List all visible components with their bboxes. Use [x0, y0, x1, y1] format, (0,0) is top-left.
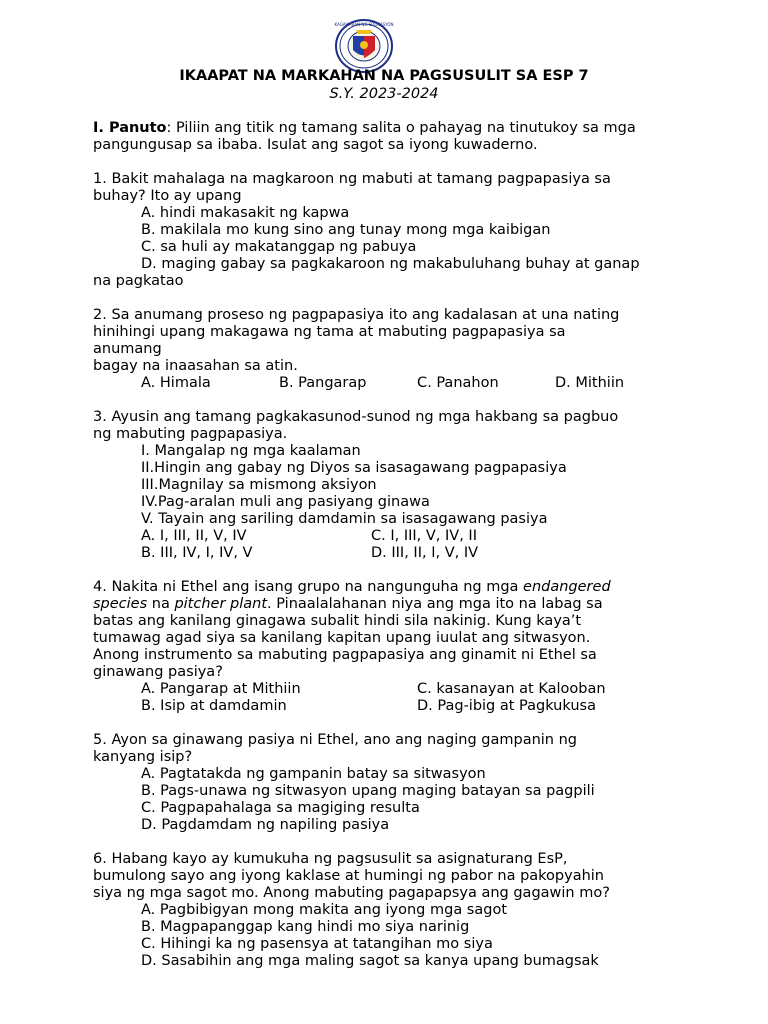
svg-text:KAGAWARAN NG EDUKASYON: KAGAWARAN NG EDUKASYON: [334, 22, 394, 27]
q2-choice-d: D. Mithiin: [555, 375, 625, 391]
q4-stem-post: . Pinaalalahanan niya ang mga ito na labag sa: [267, 596, 603, 612]
q5-choice-d: D. Pagdamdam ng napiling pasiya: [141, 817, 390, 833]
q4-stem-mid: na: [147, 596, 175, 612]
q4-stem-5: Anong instrumento sa mabuting pagpapasiya ang ginamit ni Ethel sa: [93, 647, 597, 663]
q2-choice-a: A. Himala: [141, 375, 211, 391]
q4-stem-2: [93, 596, 693, 613]
q2-choice-b: B. Pangarap: [279, 375, 367, 391]
q5-stem: 5. Ayon sa ginawang pasiya ni Ethel, ano ang naging gampanin ng: [93, 732, 577, 748]
q2-stem-4: bagay na inaasahan sa atin.: [93, 358, 298, 374]
q3-choice-d: D. III, II, I, V, IV: [371, 545, 479, 561]
q4-choice-d: D. Pag-ibig at Pagkukusa: [417, 698, 596, 714]
q6-choice-b: B. Magpapanggap kang hindi mo siya narinig: [141, 919, 470, 935]
q2-stem-3: anumang: [93, 341, 162, 357]
q3-stem: 3. Ayusin ang tamang pagkakasunod-sunod ng mga hakbang sa pagbuo: [93, 409, 619, 425]
q3-choices-row2: [93, 545, 693, 562]
q2-stem-2: hinihingi upang makagawa ng tama at mabuting pagpapasiya sa: [93, 324, 566, 340]
q4-stem-text: 4. Nakita ni Ethel ang isang grupo na nangunguha ng mga: [93, 579, 524, 595]
q1-choice-c: C. sa huli ay makatanggap ng pabuya: [141, 239, 417, 255]
instructions-text: : Piliin ang titik ng tamang salita o pahayag na tinutukoy sa mga: [166, 120, 636, 136]
q4-em-pitcher: pitcher plant: [174, 596, 268, 612]
q4-choices-row1: [93, 681, 693, 698]
q3-choice-c: C. I, III, V, IV, II: [371, 528, 477, 544]
q4-stem: [93, 579, 693, 596]
q3-choices-row1: [93, 528, 693, 545]
q6-stem-3: siya ng mga sagot mo. Anong mabuting pagapapsya ang gagawin mo?: [93, 885, 610, 901]
q1-choice-b: B. makilala mo kung sino ang tunay mong mga kaibigan: [141, 222, 551, 238]
q1-choice-d: D. maging gabay sa pagkakaroon ng makabuluhang buhay at ganap: [141, 256, 640, 272]
q4-choice-c: C. kasanayan at Kalooban: [417, 681, 606, 697]
q6-stem: 6. Habang kayo ay kumukuha ng pagsusulit sa asignaturang EsP,: [93, 851, 568, 867]
q3-step-3: III.Magnilay sa mismong aksiyon: [141, 477, 377, 493]
instructions: [93, 120, 693, 137]
q3-stem-2: ng mabuting pagpapasiya.: [93, 426, 288, 442]
q6-choice-a: A. Pagbibigyan mong makita ang iyong mga sagot: [141, 902, 508, 918]
deped-seal-logo: [334, 18, 394, 74]
q3-step-4: IV.Pag-aralan muli ang pasiyang ginawa: [141, 494, 430, 510]
q5-stem-2: kanyang isip?: [93, 749, 193, 765]
school-year: S.Y. 2023-2024: [329, 86, 439, 102]
q1-choice-d-cont: na pagkatao: [93, 273, 184, 289]
q4-stem-3: batas ang kanilang ginagawa subalit hindi sila nakinig. Kung kaya’t: [93, 613, 582, 629]
q1-stem: 1. Bakit mahalaga na magkaroon ng mabuti at tamang pagpapasiya sa: [93, 171, 611, 187]
instructions-label: I. Panuto: [93, 120, 167, 136]
q6-choice-d: D. Sasabihin ang mga maling sagot sa kanya upang bumagsak: [141, 953, 599, 969]
instructions-line2: pangungusap sa ibaba. Isulat ang sagot sa iyong kuwaderno.: [93, 137, 538, 153]
q2-choices: [93, 375, 693, 392]
q3-choice-a: A. I, III, II, V, IV: [141, 528, 247, 544]
exam-title: IKAAPAT NA MARKAHAN NA PAGSUSULIT SA ESP 7: [179, 68, 589, 84]
q5-choice-a: A. Pagtatakda ng gampanin batay sa sitwasyon: [141, 766, 486, 782]
q4-stem-4: tumawag agad siya sa kanilang kapitan upang iuulat ang sitwasyon.: [93, 630, 591, 646]
q5-choice-c: C. Pagpapahalaga sa magiging resulta: [141, 800, 420, 816]
q4-choices-row2: [93, 698, 693, 715]
q1-stem-2: buhay? Ito ay upang: [93, 188, 242, 204]
q4-em-endangered: endangered: [523, 579, 611, 595]
q4-em-species: species: [93, 596, 148, 612]
q6-choice-c: C. Hihingi ka ng pasensya at tatangihan mo siya: [141, 936, 493, 952]
q3-choice-b: B. III, IV, I, IV, V: [141, 545, 253, 561]
q5-choice-b: B. Pags-unawa ng sitwasyon upang maging batayan sa pagpili: [141, 783, 595, 799]
q1-choice-a: A. hindi makasakit ng kapwa: [141, 205, 350, 221]
q3-step-1: I. Mangalap ng mga kaalaman: [141, 443, 361, 459]
q4-choice-b: B. Isip at damdamin: [141, 698, 287, 714]
q3-step-2: II.Hingin ang gabay ng Diyos sa isasagawang pagpapasiya: [141, 460, 567, 476]
q4-choice-a: A. Pangarap at Mithiin: [141, 681, 301, 697]
q3-step-5: V. Tayain ang sariling damdamin sa isasagawang pasiya: [141, 511, 548, 527]
q4-stem-6: ginawang pasiya?: [93, 664, 223, 680]
exam-body: [93, 120, 693, 970]
q2-stem: 2. Sa anumang proseso ng pagpapasiya ito ang kadalasan at una nating: [93, 307, 620, 323]
q2-choice-c: C. Panahon: [417, 375, 499, 391]
q6-stem-2: bumulong sayo ang iyong kaklase at humingi ng pabor na pakopyahin: [93, 868, 604, 884]
